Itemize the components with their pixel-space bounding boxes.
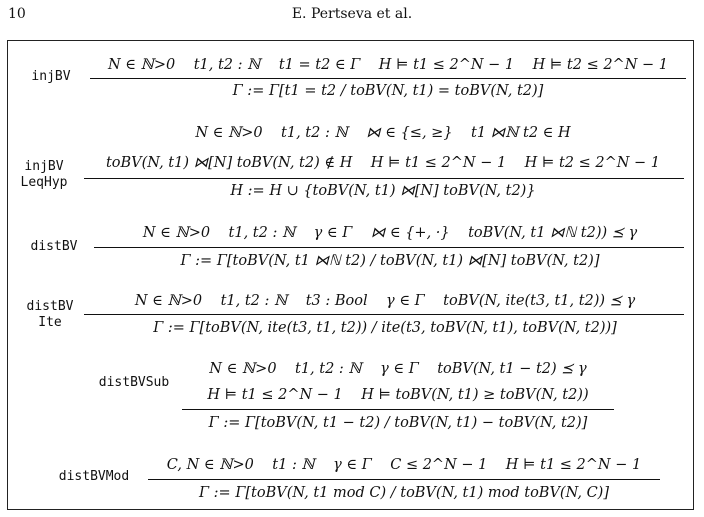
rule-injbv-leqhyp bbox=[8, 115, 693, 215]
inference-rules-box bbox=[7, 40, 694, 510]
inference-bar bbox=[84, 314, 684, 315]
rule-premise: toBV(N, t1) ⋈[N] toBV(N, t2) ∉ H H ⊨ t1 ≤ 2^N − 1 H ⊨ t2 ≤ 2^N − 1 bbox=[105, 155, 661, 171]
running-head: E. Pertseva et al. bbox=[291, 6, 413, 22]
rule-name: distBVSub bbox=[98, 375, 170, 390]
rule-injbv bbox=[8, 41, 693, 111]
rule-conclusion: Γ := Γ[toBV(N, t1 − t2) / toBV(N, t1) − toBV(N, t2)] bbox=[208, 415, 588, 431]
inference-bar bbox=[182, 409, 614, 410]
inference-bar bbox=[90, 78, 686, 79]
rule-premise: H ⊨ t1 ≤ 2^N − 1 H ⊨ toBV(N, t1) ≥ toBV(N, t2)) bbox=[207, 387, 589, 403]
inference-bar bbox=[94, 247, 684, 248]
rule-conclusion: Γ := Γ[toBV(N, t1 mod C) / toBV(N, t1) mod toBV(N, C)] bbox=[199, 485, 609, 501]
page-number: 10 bbox=[8, 6, 26, 22]
rule-premise: N ∈ ℕ>0 t1, t2 : ℕ γ ∈ Γ ⋈ ∈ {+, ·} toBV(N, t1 ⋈ℕ t2)) ⪯ γ bbox=[142, 225, 638, 241]
rule-premise: N ∈ ℕ>0 t1, t2 : ℕ t1 = t2 ∈ Γ H ⊨ t1 ≤ 2^N − 1 H ⊨ t2 ≤ 2^N − 1 bbox=[108, 57, 668, 73]
rule-conclusion: H := H ∪ {toBV(N, t1) ⋈[N] toBV(N, t2)} bbox=[230, 183, 536, 199]
rule-conclusion: Γ := Γ[toBV(N, t1 ⋈ℕ t2) / toBV(N, t1) ⋈[N] toBV(N, t2)] bbox=[180, 253, 600, 269]
page-header bbox=[0, 6, 704, 26]
rule-premise: N ∈ ℕ>0 t1, t2 : ℕ t3 : Bool γ ∈ Γ toBV(N, ite(t3, t1, t2)) ⪯ γ bbox=[134, 293, 636, 309]
rule-premise: C, N ∈ ℕ>0 t1 : ℕ γ ∈ Γ C ≤ 2^N − 1 H ⊨ t1 ≤ 2^N − 1 bbox=[166, 457, 642, 473]
rule-name: injBV LeqHyp bbox=[20, 159, 68, 190]
rule-distbv bbox=[8, 217, 693, 283]
rule-name: injBV bbox=[31, 69, 71, 84]
rule-name: distBV bbox=[30, 239, 78, 254]
rule-premise: N ∈ ℕ>0 t1, t2 : ℕ ⋈ ∈ {≤, ≥} t1 ⋈ℕ t2 ∈ H bbox=[195, 125, 571, 141]
inference-bar bbox=[148, 479, 660, 480]
rule-distbvsub bbox=[8, 357, 693, 447]
inference-bar bbox=[84, 178, 684, 179]
rule-conclusion: Γ := Γ[toBV(N, ite(t3, t1, t2)) / ite(t3, toBV(N, t1), toBV(N, t2))] bbox=[153, 320, 617, 336]
rule-premise: N ∈ ℕ>0 t1, t2 : ℕ γ ∈ Γ toBV(N, t1 − t2) ⪯ γ bbox=[209, 361, 587, 377]
rule-distbv-ite bbox=[8, 285, 693, 351]
rule-name: distBV Ite bbox=[26, 299, 74, 330]
rule-distbvmod bbox=[8, 449, 693, 509]
rule-name: distBVMod bbox=[58, 469, 130, 484]
rule-conclusion: Γ := Γ[t1 = t2 / toBV(N, t1) = toBV(N, t2)] bbox=[232, 83, 544, 99]
